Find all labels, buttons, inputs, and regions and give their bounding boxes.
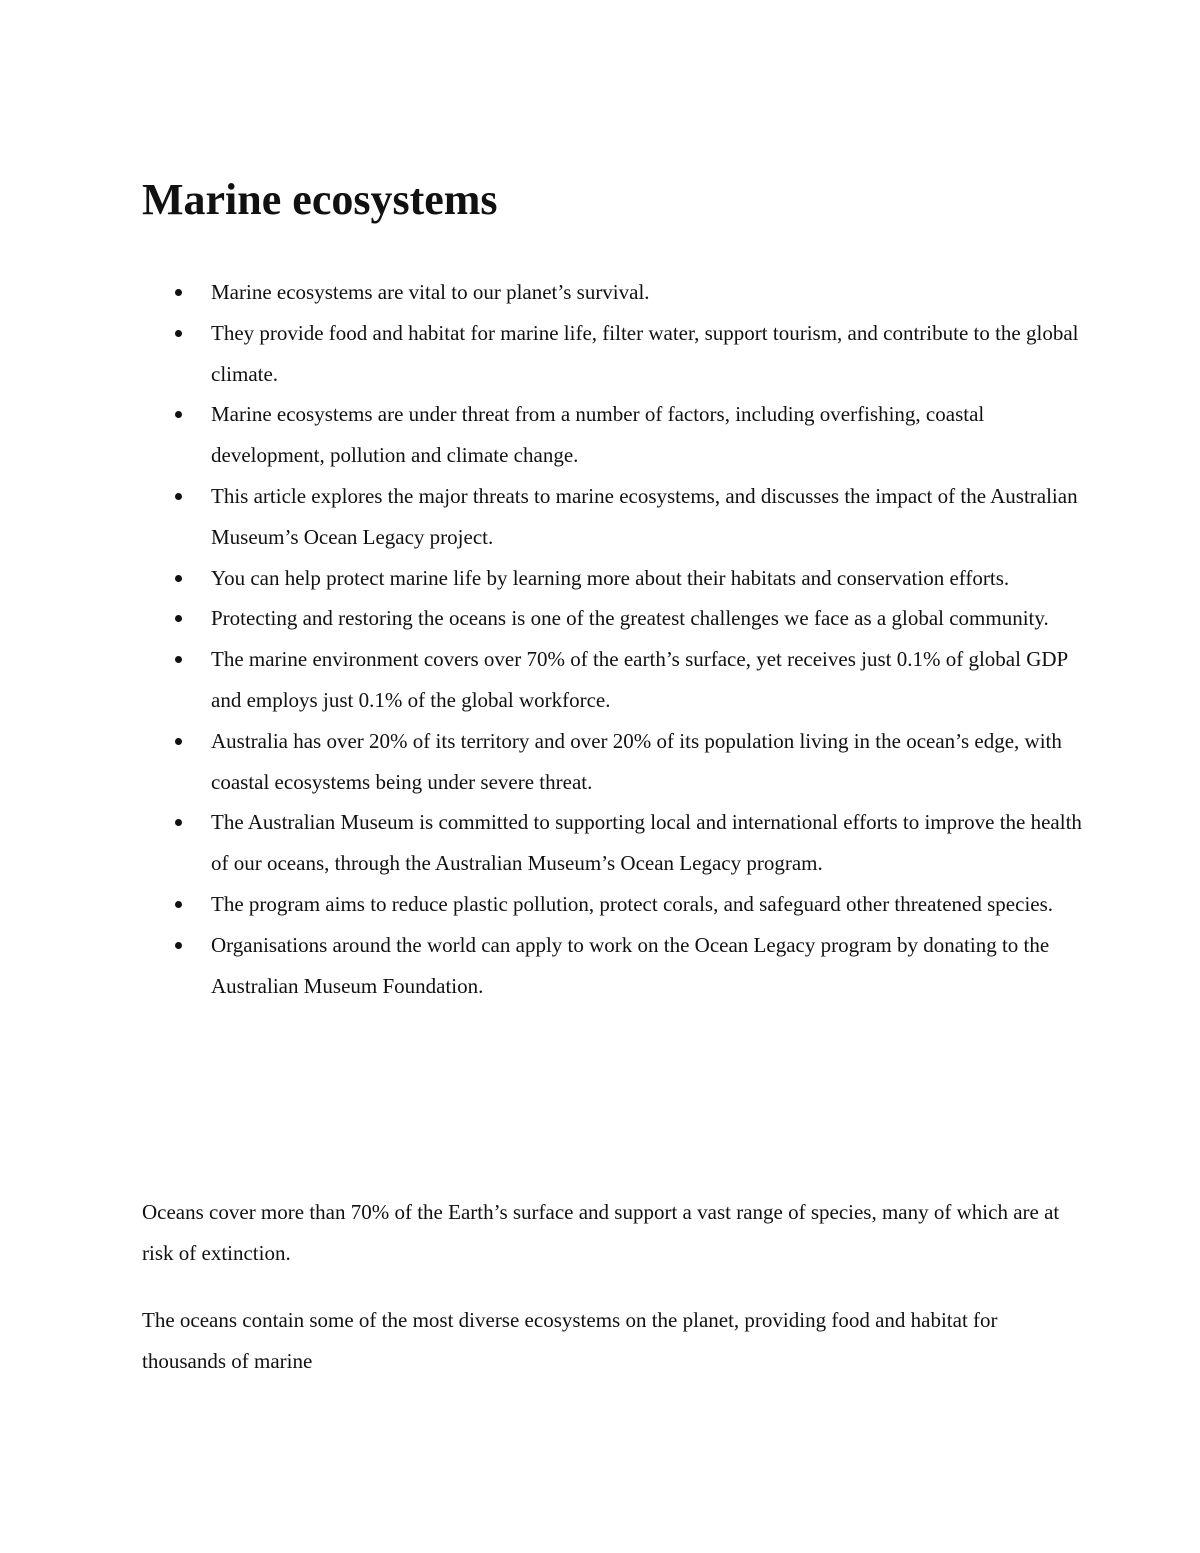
- bullet-text: Organisations around the world can apply to work on the Ocean Legacy program by donating to the Australian Museum Foundation.: [211, 932, 1050, 998]
- page-title: Marine ecosystems: [142, 175, 498, 224]
- bullet-icon: [175, 615, 182, 622]
- bullet-text: This article explores the major threats to marine ecosystems, and discusses the impact of the Australian Museum’s Ocean Legacy project.: [211, 483, 1078, 549]
- bullet-text: They provide food and habitat for marine life, filter water, support tourism, and contribute to the global climate.: [211, 320, 1079, 386]
- bullet-item: [142, 394, 1082, 476]
- bullet-item: [142, 598, 1082, 639]
- bullet-text: Protecting and restoring the oceans is one of the greatest challenges we face as a global community.: [211, 606, 1049, 631]
- bullet-icon: [175, 330, 182, 337]
- body-paragraph: The oceans contain some of the most diverse ecosystems on the planet, providing food and habitat for thousands of marine: [142, 1308, 998, 1373]
- bullet-icon: [175, 493, 182, 500]
- bullet-list: [142, 272, 1082, 1006]
- bullet-icon: [175, 819, 182, 826]
- bullet-icon: [175, 738, 182, 745]
- bullet-text: The Australian Museum is committed to supporting local and international efforts to improve the health of our oceans, through the Australian Museum’s Ocean Legacy program.: [211, 810, 1082, 876]
- bullet-item: [142, 272, 1082, 313]
- bullet-item: [142, 558, 1082, 599]
- bullet-icon: [175, 411, 182, 418]
- body-paragraph: Oceans cover more than 70% of the Earth’s surface and support a vast range of species, many of which are at risk of extinction.: [142, 1200, 1060, 1265]
- bullet-icon: [175, 942, 182, 949]
- bullet-text: Australia has over 20% of its territory and over 20% of its population living in the ocean’s edge, with coastal ecosystems being under severe threat.: [211, 728, 1062, 794]
- bullet-item: [142, 639, 1082, 721]
- bullet-icon: [175, 901, 182, 908]
- bullet-text: The program aims to reduce plastic pollution, protect corals, and safeguard other threatened species.: [211, 891, 1054, 916]
- bullet-icon: [175, 575, 182, 582]
- bullet-item: [142, 884, 1082, 925]
- bullet-text: Marine ecosystems are vital to our planet’s survival.: [211, 280, 650, 304]
- bullet-item: [142, 802, 1082, 884]
- bullet-item: [142, 721, 1082, 803]
- bullet-item: [142, 925, 1082, 1007]
- bullet-item: [142, 476, 1082, 558]
- bullet-text: You can help protect marine life by learning more about their habitats and conservation efforts.: [211, 565, 1010, 590]
- bullet-text: Marine ecosystems are under threat from a number of factors, including overfishing, coastal development, pollution and climate change.: [211, 402, 985, 468]
- bullet-icon: [175, 656, 182, 663]
- bullet-text: The marine environment covers over 70% of the earth’s surface, yet receives just 0.1% of global GDP and employs just 0.1% of the global workforce.: [211, 647, 1068, 712]
- bullet-icon: [175, 289, 182, 296]
- bullet-item: [142, 313, 1082, 395]
